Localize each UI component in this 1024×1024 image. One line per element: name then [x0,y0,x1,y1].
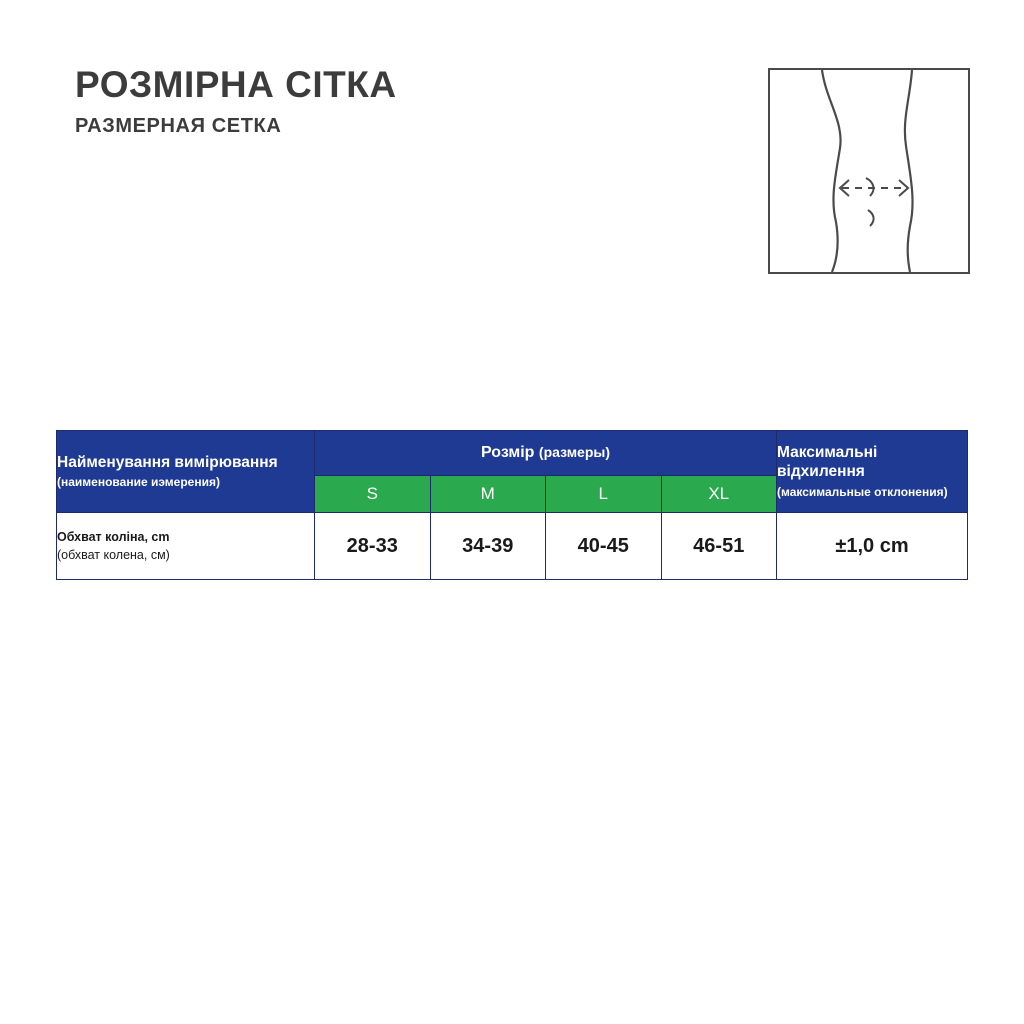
size-table [56,430,968,580]
header-deviation-ru: (максимальные отклонения) [777,484,948,499]
row-label-knee-circumference [57,513,315,580]
knee-measurement-diagram-icon [768,68,970,274]
row-label-uk: Обхват коліна, cm [57,529,170,544]
header-deviation [777,431,968,513]
table-row [57,513,968,580]
value-s: 28-33 [315,513,431,580]
size-column-xl: XL [661,476,777,513]
header-measurement-uk: Найменування вимірювання [57,453,278,471]
size-column-s: S [315,476,431,513]
header-size-ru: (размеры) [538,444,610,460]
value-l: 40-45 [546,513,662,580]
size-column-m: M [430,476,546,513]
header-measurement [57,431,315,513]
size-column-l: L [546,476,662,513]
header-size-uk: Розмір [481,444,535,461]
table-header-row-1 [57,431,968,476]
value-xl: 46-51 [661,513,777,580]
page-header [75,66,397,138]
row-label-ru: (обхват колена, см) [57,548,170,562]
header-deviation-uk: Максимальні відхилення [777,443,878,481]
page-subtitle: РАЗМЕРНАЯ СЕТКА [75,114,282,137]
value-deviation: ±1,0 cm [777,513,968,580]
header-measurement-ru: (наименование иэмерения) [57,474,220,489]
page-title: РОЗМІРНА СІТКА [75,64,397,105]
value-m: 34-39 [430,513,546,580]
header-size [315,431,777,476]
